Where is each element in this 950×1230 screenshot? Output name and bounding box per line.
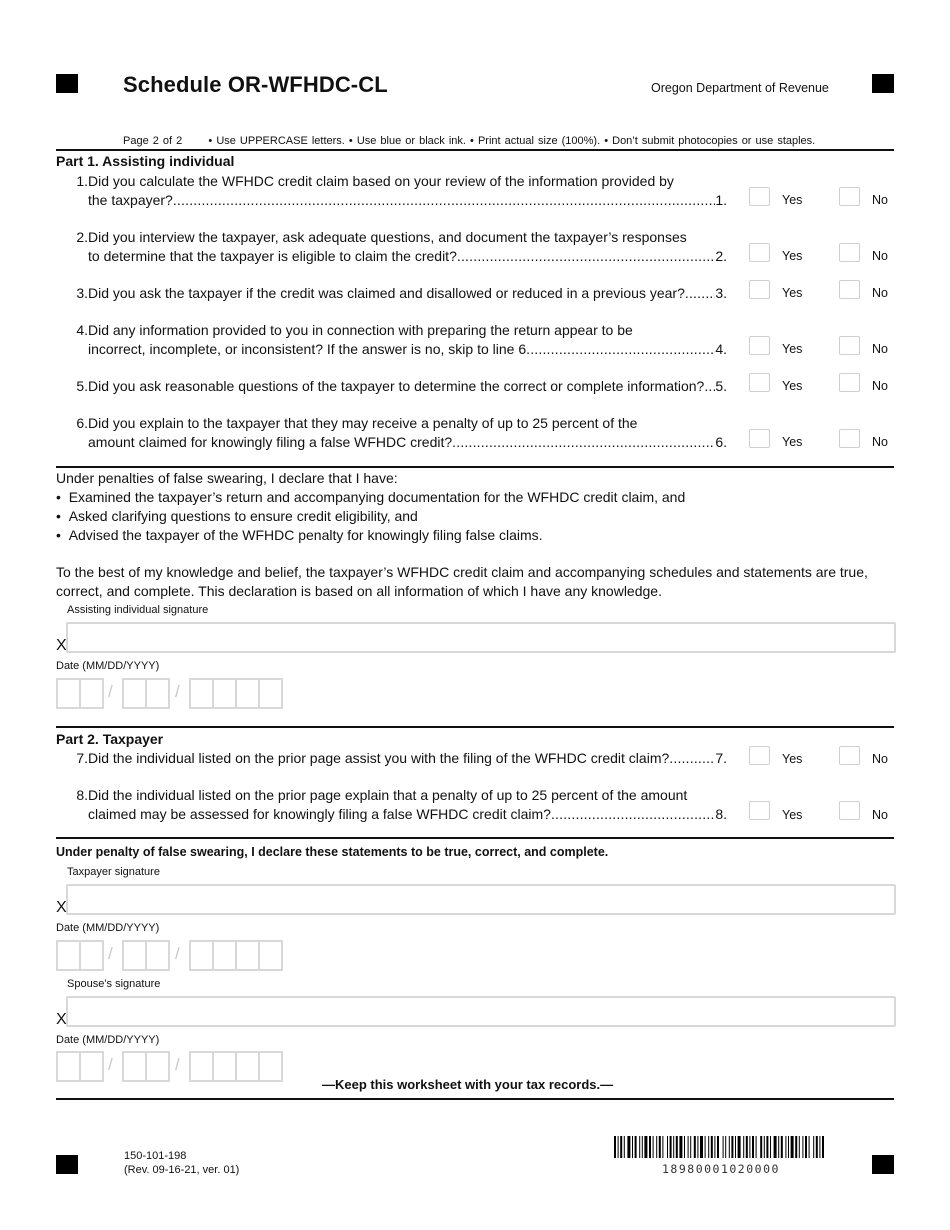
- date-separator: /: [175, 1055, 180, 1074]
- question-8: 8. Did the individual listed on the prior page explain that a penalty of up to 25 percent of the amount claimed may be assessed for knowingly filing a false WFHDC credit claim? ..... 8.: [56, 786, 727, 823]
- question-6-line2: amount claimed for knowingly filing a false WFHDC credit?: [88, 433, 453, 450]
- q8-yes-checkbox[interactable]: [749, 801, 770, 820]
- q1-yes-checkbox[interactable]: [749, 187, 770, 206]
- q8-no-checkbox[interactable]: [839, 801, 860, 820]
- taxpayer-date-month[interactable]: [56, 940, 102, 971]
- assisting-signature-label: Assisting individual signature: [67, 604, 209, 616]
- q5-yes-label: Yes: [782, 379, 803, 393]
- question-2-line-number: 2.: [715, 247, 727, 264]
- date-separator: /: [108, 944, 113, 963]
- q3-no-label: No: [872, 286, 888, 300]
- question-6-line-number: 6.: [715, 433, 727, 450]
- question-1-line1: Did you calculate the WFHDC credit claim based on your review of the information provided by: [88, 173, 674, 189]
- taxpayer-date-day[interactable]: [122, 940, 168, 971]
- assisting-signature-field[interactable]: [66, 622, 896, 653]
- q6-yes-checkbox[interactable]: [749, 429, 770, 448]
- footer-divider: [56, 1098, 894, 1100]
- declaration-text-line1: To the best of my knowledge and belief, the taxpayer’s WFHDC credit claim and accompanying schedules and statements are true,: [56, 564, 868, 580]
- form-instructions: [123, 135, 815, 147]
- q6-no-checkbox[interactable]: [839, 429, 860, 448]
- assisting-date-month[interactable]: [56, 678, 102, 709]
- question-1-line-number: 1.: [715, 191, 727, 208]
- form-number-block: [124, 1149, 239, 1177]
- question-8-line1: Did the individual listed on the prior page explain that a penalty of up to 25 percent of the amount: [88, 787, 688, 803]
- question-5: 5. Did you ask reasonable questions of the taxpayer to determine the correct or complete information? ..... 5.: [56, 377, 727, 396]
- q4-no-label: No: [872, 342, 888, 356]
- q2-yes-checkbox[interactable]: [749, 243, 770, 262]
- question-4: 4. Did any information provided to you in connection with preparing the return appear to be incorrect, incomplete, or inconsistent? If the answer is no, skip to line 6 ..... 4.: [56, 321, 727, 358]
- question-2-line1: Did you interview the taxpayer, ask adequate questions, and document the taxpayer’s responses: [88, 229, 687, 245]
- q3-yes-label: Yes: [782, 286, 803, 300]
- declaration-bullet-1: • Examined the taxpayer’s return and accompanying documentation for the WFHDC credit claim, and: [56, 489, 686, 505]
- q2-no-label: No: [872, 249, 888, 263]
- q5-no-checkbox[interactable]: [839, 373, 860, 392]
- assisting-date-label: Date (MM/DD/YYYY): [56, 660, 160, 672]
- question-8-line-number: 8.: [715, 805, 727, 822]
- q4-yes-checkbox[interactable]: [749, 336, 770, 355]
- declaration-bullet-2: • Asked clarifying questions to ensure credit eligibility, and: [56, 508, 418, 524]
- registration-mark-bottom-left: [56, 1155, 78, 1174]
- date-separator: /: [108, 682, 113, 701]
- q4-yes-label: Yes: [782, 342, 803, 356]
- registration-mark-top-right: [872, 74, 894, 93]
- q8-no-label: No: [872, 808, 888, 822]
- spouse-signature-label: Spouse’s signature: [67, 978, 161, 990]
- question-2-line2: to determine that the taxpayer is eligible to claim the credit?: [88, 247, 457, 264]
- spouse-date-label: Date (MM/DD/YYYY): [56, 1034, 160, 1046]
- question-5-line2: Did you ask reasonable questions of the taxpayer to determine the correct or complete information?: [88, 378, 705, 394]
- q3-no-checkbox[interactable]: [839, 280, 860, 299]
- q1-yes-label: Yes: [782, 193, 803, 207]
- q3-yes-checkbox[interactable]: [749, 280, 770, 299]
- q8-yes-label: Yes: [782, 808, 803, 822]
- assisting-date-year[interactable]: [189, 678, 281, 709]
- q5-yes-checkbox[interactable]: [749, 373, 770, 392]
- part1-heading: Part 1. Assisting individual: [56, 153, 235, 169]
- declaration-text-line2: correct, and complete. This declaration is based on all information of which I have any knowledge.: [56, 583, 662, 599]
- taxpayer-date-year[interactable]: [189, 940, 281, 971]
- registration-mark-top-left: [56, 74, 78, 93]
- q6-yes-label: Yes: [782, 435, 803, 449]
- q7-yes-checkbox[interactable]: [749, 746, 770, 765]
- question-3: 3. Did you ask the taxpayer if the credit was claimed and disallowed or reduced in a previous year? ..... 3.: [56, 284, 727, 303]
- question-1-line2: the taxpayer?: [88, 191, 173, 208]
- question-7-line2: Did the individual listed on the prior page assist you with the filing of the WFHDC credit claim?: [88, 750, 670, 766]
- question-1: 1. Did you calculate the WFHDC credit claim based on your review of the information provided by the taxpayer? ..... 1.: [56, 172, 727, 209]
- question-6: 6. Did you explain to the taxpayer that they may receive a penalty of up to 25 percent of the amount claimed for knowingly filing a false WFHDC credit? ..... 6.: [56, 414, 727, 451]
- q7-no-label: No: [872, 752, 888, 766]
- assisting-date-day[interactable]: [122, 678, 168, 709]
- registration-mark-bottom-right: [872, 1155, 894, 1174]
- question-7: 7. Did the individual listed on the prior page assist you with the filing of the WFHDC credit claim? ..... 7.: [56, 749, 727, 768]
- spouse-signature-x: X: [56, 1011, 67, 1028]
- question-3-line-number: 3.: [715, 285, 727, 301]
- q2-yes-label: Yes: [782, 249, 803, 263]
- q6-no-label: No: [872, 435, 888, 449]
- q5-no-label: No: [872, 379, 888, 393]
- q1-no-checkbox[interactable]: [839, 187, 860, 206]
- part2-divider: [56, 837, 894, 839]
- question-7-line-number: 7.: [715, 750, 727, 766]
- form-number: 150-101-198: [124, 1150, 187, 1162]
- barcode-number: 18980001020000: [662, 1162, 780, 1176]
- part2-divider-top: [56, 726, 894, 728]
- spouse-date-day[interactable]: [122, 1051, 168, 1082]
- spouse-date-year[interactable]: [189, 1051, 281, 1082]
- header-divider: [56, 149, 894, 151]
- question-5-line-number: 5.: [715, 378, 727, 394]
- q4-no-checkbox[interactable]: [839, 336, 860, 355]
- taxpayer-signature-label: Taxpayer signature: [67, 866, 160, 878]
- date-separator: /: [175, 682, 180, 701]
- question-4-line2: incorrect, incomplete, or inconsistent? If the answer is no, skip to line 6: [88, 340, 527, 357]
- declaration-bullet-3: • Advised the taxpayer of the WFHDC penalty for knowingly filing false claims.: [56, 527, 543, 543]
- date-separator: /: [175, 944, 180, 963]
- taxpayer-declaration: Under penalty of false swearing, I declare these statements to be true, correct, and complete.: [56, 845, 609, 859]
- declaration-intro: Under penalties of false swearing, I declare that I have:: [56, 470, 398, 486]
- taxpayer-date-label: Date (MM/DD/YYYY): [56, 922, 160, 934]
- date-separator: /: [108, 1055, 113, 1074]
- instructions-text: • Use UPPERCASE letters. • Use blue or black ink. • Print actual size (100%). • Don’t submit photocopies or use staples.: [208, 135, 816, 147]
- page-info: Page 2 of 2: [123, 135, 183, 147]
- spouse-signature-field[interactable]: [66, 996, 896, 1027]
- question-4-line1: Did any information provided to you in connection with preparing the return appear to be: [88, 322, 633, 338]
- question-2: 2. Did you interview the taxpayer, ask adequate questions, and document the taxpayer’s responses to determine that the taxpayer is eligible to claim the credit? ..... 2.: [56, 228, 727, 265]
- agency-name: Oregon Department of Revenue: [651, 81, 829, 95]
- question-3-line2: Did you ask the taxpayer if the credit was claimed and disallowed or reduced in a previous year?: [88, 285, 685, 301]
- form-title: Schedule OR-WFHDC-CL: [123, 72, 388, 97]
- q1-no-label: No: [872, 193, 888, 207]
- question-4-line-number: 4.: [715, 340, 727, 357]
- assisting-signature-x: X: [56, 637, 67, 654]
- part2-heading: Part 2. Taxpayer: [56, 731, 164, 747]
- keep-records-note: —Keep this worksheet with your tax records.—: [322, 1077, 614, 1092]
- q7-yes-label: Yes: [782, 752, 803, 766]
- q7-no-checkbox[interactable]: [839, 746, 860, 765]
- question-8-line2: claimed may be assessed for knowingly filing a false WFHDC credit claim?: [88, 805, 551, 822]
- question-6-line1: Did you explain to the taxpayer that they may receive a penalty of up to 25 percent of the: [88, 415, 638, 431]
- taxpayer-signature-field[interactable]: [66, 884, 896, 915]
- taxpayer-signature-x: X: [56, 899, 67, 916]
- part1-divider: [56, 466, 894, 468]
- spouse-date-month[interactable]: [56, 1051, 102, 1082]
- form-revision: (Rev. 09-16-21, ver. 01): [124, 1164, 240, 1176]
- barcode-graphic: [614, 1136, 826, 1160]
- q2-no-checkbox[interactable]: [839, 243, 860, 262]
